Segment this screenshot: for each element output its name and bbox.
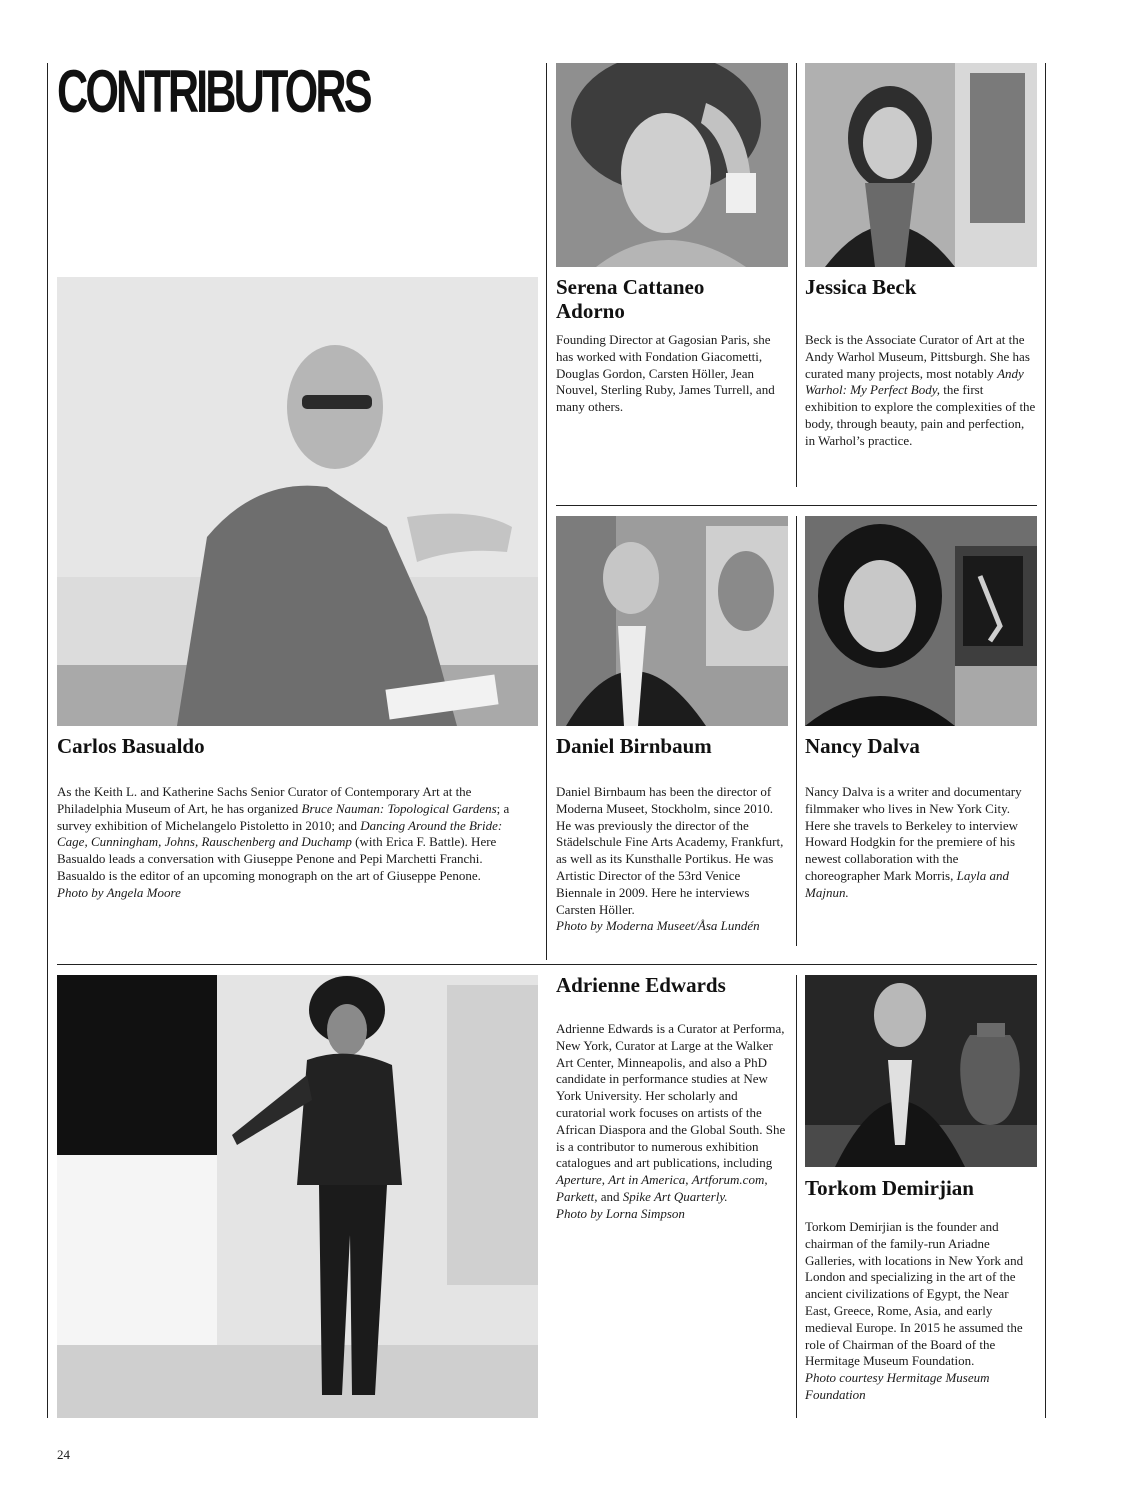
middle-column-rule bbox=[546, 63, 547, 960]
bio-text: Daniel Birnbaum has been the director of Moderna Museet, Stockholm, since 2010. He was previously the director of the Städelschule Fine Arts Academy, Frankfurt, as well as its Kunsthalle Portikus. He was Artistic Director of the 53rd Venice Biennale in 2009. Here he interviews Carsten Höller. bbox=[556, 784, 784, 917]
name-line: Serena Cattaneo bbox=[556, 275, 705, 299]
name-nancy-dalva: Nancy Dalva bbox=[805, 734, 920, 758]
bio-text: , and bbox=[594, 1188, 623, 1204]
name-adrienne-edwards: Adrienne Edwards bbox=[556, 973, 726, 997]
lower-row-divider bbox=[57, 964, 1037, 965]
bio-text: ; a survey exhibition of Michelangelo Pistoletto in 2010; and bbox=[57, 800, 510, 833]
bio-adrienne-edwards bbox=[556, 1021, 786, 1223]
bio-text: the first exhibition to explore the complexities of the body, through beauty, pain and perfection, in Warhol’s practice. bbox=[805, 382, 1036, 448]
portrait-photo-jessica-beck bbox=[805, 63, 1037, 267]
bio-text: Nancy Dalva is a writer and documentary filmmaker who lives in New York City. Here she travels to Berkeley to interview Howard Hodgkin for the premiere of his newest collaboration with the choreographer Mark Morris, bbox=[805, 784, 1022, 883]
photo-credit: Photo courtesy Hermitage Museum Foundation bbox=[805, 1370, 990, 1402]
photo-credit: Photo by Moderna Museet/Åsa Lundén bbox=[556, 918, 760, 934]
exhibition-title: Andy Warhol: My Perfect Body, bbox=[805, 365, 1024, 398]
bio-text: Torkom Demirjian is the founder and chairman of the family-run Ariadne Galleries, with locations in New York and London and specializing in the art of the ancient civilizations of Egypt, the Near East, Greece, Rome, Asia, and early medieval Europe. In 2015 he assumed the role of Chairman of the Board of the Hermitage Museum Foundation. bbox=[805, 1219, 1024, 1369]
publication-title: Spike Art Quarterly. bbox=[622, 1188, 728, 1204]
bio-text: , bbox=[601, 1172, 609, 1188]
bio-text: (with Erica F. Battle). Here Basualdo leads a conversation with Giuseppe Penone and Pepi Marchetti Franchi. Basualdo is the editor of an upcoming monograph on the art of Giuseppe Penone. bbox=[57, 834, 497, 883]
publication-title: Artforum.com bbox=[691, 1172, 765, 1188]
portrait-photo-adrienne-edwards bbox=[57, 975, 538, 1418]
bio-text: As the Keith L. and Katherine Sachs Senior Curator of Contemporary Art at the Philadelphia Museum of Art, he has organized bbox=[57, 784, 472, 816]
right-top-column-rule bbox=[796, 63, 797, 487]
bio-text: , bbox=[685, 1172, 692, 1188]
portrait-photo-torkom-demirjian bbox=[805, 975, 1037, 1167]
portrait-photo-daniel-birnbaum bbox=[556, 516, 788, 726]
bio-daniel-birnbaum bbox=[556, 784, 784, 935]
bio-nancy-dalva bbox=[805, 784, 1035, 902]
bio-text: , bbox=[764, 1172, 768, 1188]
right-bottom-column-rule bbox=[796, 975, 797, 1418]
portrait-photo-carlos-basualdo bbox=[57, 277, 538, 726]
bio-serena-cattaneo-adorno bbox=[556, 332, 786, 416]
publication-title: Art in America bbox=[608, 1172, 686, 1188]
page-number: 24 bbox=[57, 1447, 70, 1462]
bio-torkom-demirjian bbox=[805, 1219, 1037, 1404]
portrait-photo-nancy-dalva bbox=[805, 516, 1037, 726]
photo-credit: Photo by Lorna Simpson bbox=[556, 1205, 685, 1221]
bio-carlos-basualdo bbox=[57, 784, 527, 902]
name-jessica-beck: Jessica Beck bbox=[805, 275, 917, 299]
outer-right-column-rule bbox=[1045, 63, 1046, 1418]
left-column-rule bbox=[47, 63, 48, 1418]
bio-text: Adrienne Edwards is a Curator at Performa, New York, Curator at Large at the Walker Art Center, Minneapolis, and also a PhD candidate in performance studies at New York University. Her scholarly and curatorial work focuses on artists of the African Diaspora and the Global South. She is a contributor to numerous exhibition catalogues and art publications, including bbox=[556, 1021, 786, 1171]
bio-jessica-beck bbox=[805, 332, 1037, 450]
name-torkom-demirjian: Torkom Demirjian bbox=[805, 1176, 974, 1200]
publication-title: Parkett bbox=[556, 1188, 595, 1204]
name-line: Adorno bbox=[556, 299, 625, 323]
portrait-photo-serena-cattaneo-adorno bbox=[556, 63, 788, 267]
work-title: Layla and Majnun. bbox=[805, 867, 1009, 900]
name-serena-cattaneo-adorno bbox=[556, 275, 704, 323]
photo-credit: Photo by Angela Moore bbox=[57, 884, 181, 900]
publication-title: Aperture bbox=[556, 1172, 602, 1188]
upper-row-divider bbox=[556, 505, 1037, 506]
name-carlos-basualdo: Carlos Basualdo bbox=[57, 734, 205, 758]
page-title: CONTRIBUTORS bbox=[57, 58, 370, 125]
exhibition-title: Bruce Nauman: Topological Gardens bbox=[301, 800, 497, 816]
bio-text: Founding Director at Gagosian Paris, she has worked with Fondation Giacometti, Douglas Gordon, Carsten Höller, Jean Nouvel, Sterling Ruby, James Turrell, and many others. bbox=[556, 332, 775, 415]
exhibition-title: Dancing Around the Bride: Cage, Cunningham, Johns, Rauschenberg and Duchamp bbox=[57, 817, 503, 850]
name-daniel-birnbaum: Daniel Birnbaum bbox=[556, 734, 712, 758]
right-mid-column-rule bbox=[796, 516, 797, 946]
bio-text: Beck is the Associate Curator of Art at the Andy Warhol Museum, Pittsburgh. She has curated many projects, most notably bbox=[805, 332, 1030, 381]
